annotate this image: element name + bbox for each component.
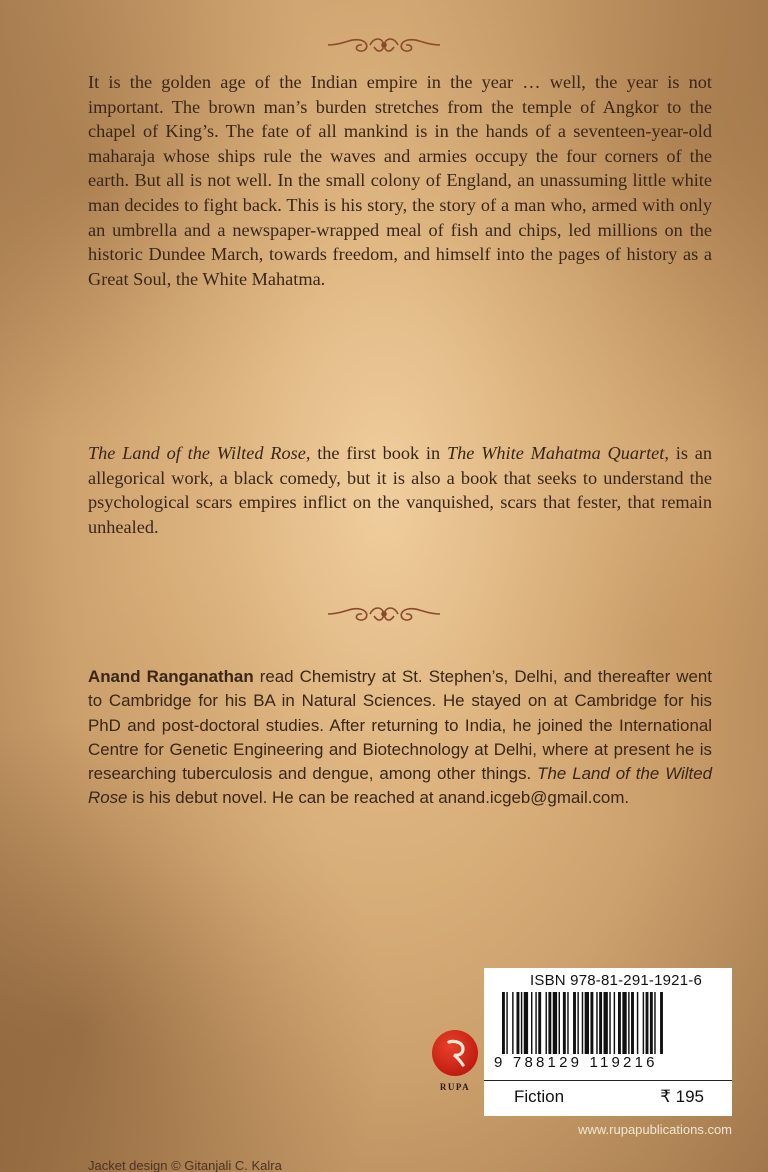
barcode-bar	[654, 992, 655, 1054]
barcode-bar	[577, 992, 578, 1054]
isbn-label: ISBN 978-81-291-1921-6	[530, 972, 703, 989]
book-title: The Land of the Wilted Rose	[88, 764, 712, 808]
barcode-panel	[484, 968, 732, 1116]
barcode-bar	[628, 992, 629, 1054]
flourish-ornament-icon	[324, 603, 444, 625]
barcode-bar	[546, 992, 547, 1054]
barcode-bar	[535, 992, 536, 1054]
barcode-bar	[548, 992, 551, 1054]
barcode-bar	[650, 992, 653, 1054]
blurb-paragraph: It is the golden age of the Indian empire in the year … well, the year is not important. The brown man’s burden stretches from the temple of Angkor to the chapel of King’s. The fate of all mankind is in the hands of a seventeen-year-old maharaja whose ships rule the waves and armies occupy the four corners of the earth. But all is not well. In the small colony of England, an unassuming little white man decides to fight back. This is his story, the story of a man who, armed with only an umbrella and a newspaper-wrapped meal of fish and chips, led millions on the historic Dundee March, towards freedom, and himself into the pages of history as a Great Soul, the White Mahatma.	[88, 72, 712, 289]
barcode-bar	[614, 992, 615, 1054]
barcode-bar	[643, 992, 644, 1054]
jacket-credit: Jacket design © Gitanjali C. Kalra	[88, 1158, 282, 1172]
author-name: Anand Ranganathan	[88, 667, 254, 686]
barcode-bar	[609, 992, 610, 1054]
barcode-bar	[506, 992, 507, 1054]
barcode-bar	[567, 992, 568, 1054]
barcode-bar	[582, 992, 583, 1054]
barcode-bar	[631, 992, 634, 1054]
barcode-bar	[590, 992, 593, 1054]
blurb-paragraph-series	[88, 441, 712, 539]
blurb-text: is an allegorical work, a black comedy, but it is also a book that seeks to understand the psychological scars empires inflict on the vanquished, scars that fester, that remain unhealed.	[88, 443, 713, 537]
barcode-bar	[604, 992, 608, 1054]
barcode-bar	[599, 992, 602, 1054]
barcode-digits: 9 788129 119216	[494, 1054, 658, 1071]
blurb-text: the first book in	[310, 443, 447, 463]
barcode-bar	[637, 992, 638, 1054]
publisher-name: RUPA	[439, 1082, 471, 1092]
barcode-bar	[596, 992, 597, 1054]
barcode-bar	[512, 992, 513, 1054]
book-title: The Land of the Wilted Rose,	[88, 443, 311, 463]
barcode-bar	[553, 992, 557, 1054]
publisher-website: www.rupapublications.com	[578, 1122, 732, 1137]
flourish-ornament-icon	[324, 34, 444, 56]
barcode-icon	[494, 992, 724, 1054]
rupa-logo-icon	[432, 1030, 478, 1076]
series-title: The White Mahatma Quartet,	[446, 443, 669, 463]
barcode-bar	[521, 992, 522, 1054]
barcode-bar	[538, 992, 541, 1054]
barcode-bar	[660, 992, 663, 1054]
barcode-bar	[559, 992, 560, 1054]
author-bio	[88, 665, 712, 811]
price-label: ₹ 195	[660, 1087, 704, 1106]
barcode-bar	[531, 992, 532, 1054]
barcode-bar	[563, 992, 566, 1054]
barcode-bar	[646, 992, 649, 1054]
bio-text: read Chemistry at St. Stephen’s, Delhi, and thereafter went to Cambridge for his BA in Natural Sciences. He stayed on at Cambridge for his PhD and post-doctoral studies. After returning to India, he joined the International Centre for Genetic Engineering and Biotechnology at Delhi, where at present he is researching tuberculosis and dengue, among other things.	[88, 667, 712, 784]
barcode-bar	[573, 992, 576, 1054]
barcode-bar	[502, 992, 505, 1054]
barcode-bar	[524, 992, 528, 1054]
genre-label: Fiction	[514, 1087, 565, 1106]
barcode-bar	[585, 992, 589, 1054]
bio-text: is his debut novel. He can be reached at anand.icgeb@gmail.com.	[127, 788, 630, 808]
barcode-bar	[622, 992, 626, 1054]
barcode-bar	[618, 992, 621, 1054]
genre-price-strip	[484, 1080, 732, 1116]
barcode-bar	[517, 992, 520, 1054]
publisher-logo	[430, 1030, 480, 1110]
